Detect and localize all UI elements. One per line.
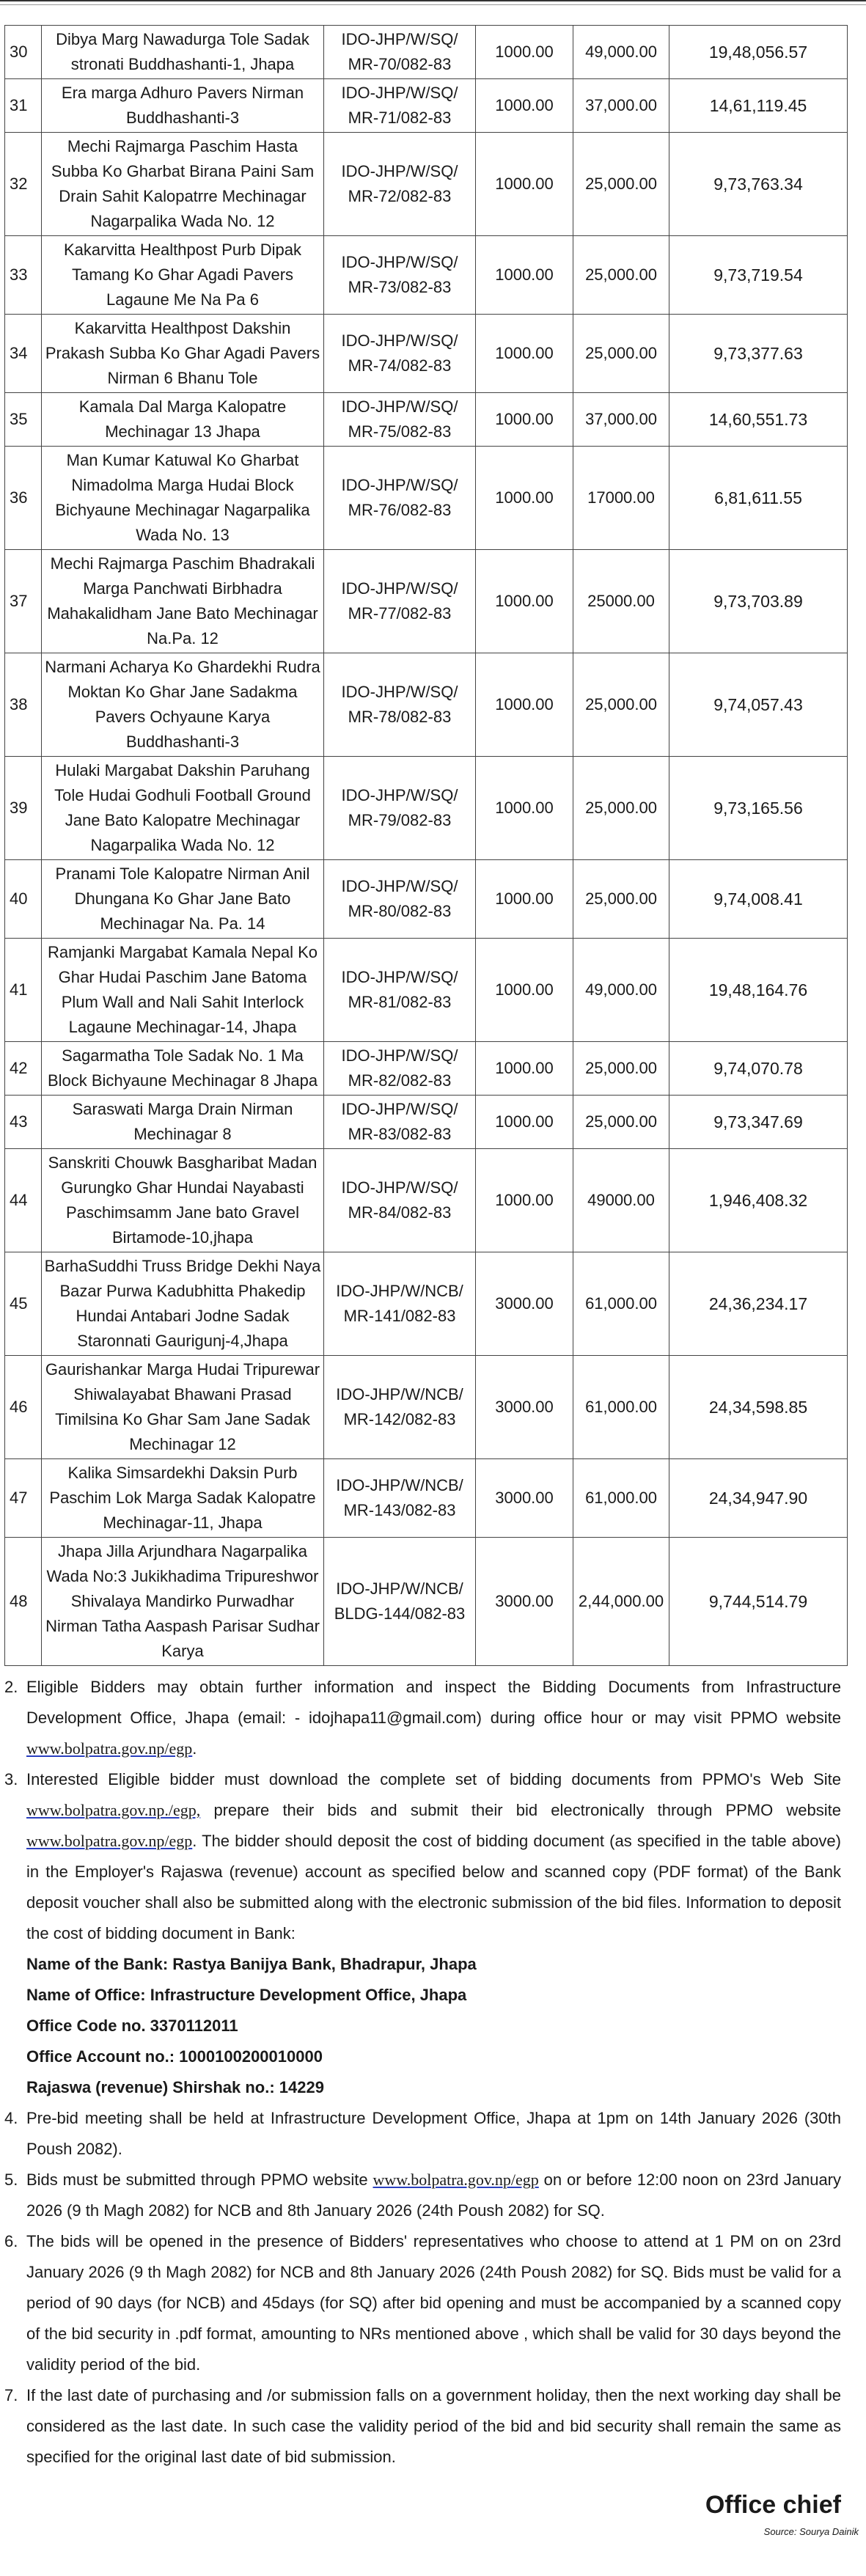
serial-number: 48 bbox=[5, 1538, 42, 1666]
source-credit: Source: Sourya Dainik bbox=[763, 2526, 859, 2537]
note-number: 5. bbox=[4, 2170, 18, 2189]
contract-id: IDO-JHP/W/SQ/ MR-78/082-83 bbox=[324, 653, 476, 757]
bolpatra-link[interactable]: www.bolpatra.gov.np/egp bbox=[373, 2170, 539, 2189]
table-row bbox=[5, 315, 848, 393]
estimated-amount: 9,744,514.79 bbox=[669, 1538, 848, 1666]
notes-list bbox=[4, 1672, 841, 2473]
table-row bbox=[5, 1356, 848, 1459]
note-2 bbox=[4, 1672, 841, 1764]
serial-number: 46 bbox=[5, 1356, 42, 1459]
bid-security: 61,000.00 bbox=[573, 1356, 669, 1459]
table-row bbox=[5, 1096, 848, 1149]
work-description: Saraswati Marga Drain Nirman Mechinagar 8 bbox=[42, 1096, 324, 1149]
bid-security: 37,000.00 bbox=[573, 393, 669, 447]
work-description: Ramjanki Margabat Kamala Nepal Ko Ghar Hudai Paschim Jane Batoma Plum Wall and Nali Sahit Interlock Lagaune Mechinagar-14, Jhapa bbox=[42, 939, 324, 1042]
contract-id: IDO-JHP/W/NCB/ MR-142/082-83 bbox=[324, 1356, 476, 1459]
bolpatra-link[interactable]: www.bolpatra.gov.np/egp bbox=[26, 1832, 193, 1850]
estimated-amount: 24,34,598.85 bbox=[669, 1356, 848, 1459]
contract-id: IDO-JHP/W/SQ/ MR-80/082-83 bbox=[324, 860, 476, 939]
document-cost: 1000.00 bbox=[476, 26, 573, 79]
office-account: Office Account no.: 1000100200010000 bbox=[26, 2047, 323, 2066]
work-description: Jhapa Jilla Arjundhara Nagarpalika Wada No:3 Jukikhadima Tripureshwor Shivalaya Mandirko Purwadhar Nirman Tatha Aaspash Parisar Sudhar Karya bbox=[42, 1538, 324, 1666]
work-description: Mechi Rajmarga Paschim Hasta Subba Ko Gharbat Birana Paini Sam Drain Sahit Kalopatrre Mechinagar Nagarpalika Wada No. 12 bbox=[42, 133, 324, 236]
office-code: Office Code no. 3370112011 bbox=[26, 2017, 238, 2035]
contract-id: IDO-JHP/W/SQ/ MR-79/082-83 bbox=[324, 757, 476, 860]
bid-security: 37,000.00 bbox=[573, 79, 669, 133]
work-description: BarhaSuddhi Truss Bridge Dekhi Naya Bazar Purwa Kadubhitta Phakedip Hundai Antabari Jodne Sadak Staronnati Gaurigunj-4,Jhapa bbox=[42, 1252, 324, 1356]
work-description: Mechi Rajmarga Paschim Bhadrakali Marga Panchwati Birbhadra Mahakalidham Jane Bato Mechinagar Na.Pa. 12 bbox=[42, 550, 324, 653]
contract-id: IDO-JHP/W/SQ/ MR-82/082-83 bbox=[324, 1042, 476, 1096]
note-text: prepare their bids and submit their bid electronically through PPMO website bbox=[200, 1801, 841, 1819]
table-row bbox=[5, 1042, 848, 1096]
bid-security: 2,44,000.00 bbox=[573, 1538, 669, 1666]
estimated-amount: 14,61,119.45 bbox=[669, 79, 848, 133]
estimated-amount: 9,73,347.69 bbox=[669, 1096, 848, 1149]
note-6 bbox=[4, 2226, 841, 2380]
serial-number: 42 bbox=[5, 1042, 42, 1096]
note-text: . bbox=[192, 1739, 197, 1758]
top-rule-thin bbox=[0, 4, 866, 5]
contract-id: IDO-JHP/W/SQ/ MR-70/082-83 bbox=[324, 26, 476, 79]
document-cost: 1000.00 bbox=[476, 133, 573, 236]
note-text: on or before 12:00 noon on 23rd January 2026 (9 th Magh 2082) for NCB and 8th January 2026 (24th Poush 2082) for SQ. bbox=[26, 2170, 842, 2220]
work-description: Sagarmatha Tole Sadak No. 1 Ma Block Bichyaune Mechinagar 8 Jhapa bbox=[42, 1042, 324, 1096]
estimated-amount: 9,74,057.43 bbox=[669, 653, 848, 757]
contract-id: IDO-JHP/W/SQ/ MR-72/082-83 bbox=[324, 133, 476, 236]
estimated-amount: 19,48,164.76 bbox=[669, 939, 848, 1042]
bid-security: 25,000.00 bbox=[573, 1096, 669, 1149]
serial-number: 32 bbox=[5, 133, 42, 236]
work-description: Sanskriti Chouwk Basgharibat Madan Gurungko Ghar Hundai Nayabasti Paschimsamm Jane bato Gravel Birtamode-10,jhapa bbox=[42, 1149, 324, 1252]
serial-number: 41 bbox=[5, 939, 42, 1042]
serial-number: 35 bbox=[5, 393, 42, 447]
document-cost: 1000.00 bbox=[476, 757, 573, 860]
bank-name: Name of the Bank: Rastya Banijya Bank, Bhadrapur, Jhapa bbox=[26, 1955, 477, 1973]
document-cost: 1000.00 bbox=[476, 1042, 573, 1096]
bid-security: 25,000.00 bbox=[573, 315, 669, 393]
document-cost: 1000.00 bbox=[476, 79, 573, 133]
work-description: Kakarvitta Healthpost Dakshin Prakash Subba Ko Ghar Agadi Pavers Nirman 6 Bhanu Tole bbox=[42, 315, 324, 393]
note-5 bbox=[4, 2165, 841, 2226]
document-cost: 3000.00 bbox=[476, 1538, 573, 1666]
contract-id: IDO-JHP/W/SQ/ MR-83/082-83 bbox=[324, 1096, 476, 1149]
contract-id: IDO-JHP/W/SQ/ MR-81/082-83 bbox=[324, 939, 476, 1042]
note-number: 2. bbox=[4, 1678, 18, 1696]
estimated-amount: 9,73,763.34 bbox=[669, 133, 848, 236]
note-3 bbox=[4, 1764, 841, 2103]
table-row bbox=[5, 653, 848, 757]
note-number: 6. bbox=[4, 2232, 18, 2250]
bolpatra-link[interactable]: www.bolpatra.gov.np/egp bbox=[26, 1739, 193, 1758]
table-row bbox=[5, 939, 848, 1042]
document-cost: 1000.00 bbox=[476, 393, 573, 447]
office-name: Name of Office: Infrastructure Development Office, Jhapa bbox=[26, 1986, 467, 2004]
note-number: 4. bbox=[4, 2109, 18, 2127]
serial-number: 37 bbox=[5, 550, 42, 653]
estimated-amount: 9,73,719.54 bbox=[669, 236, 848, 315]
serial-number: 30 bbox=[5, 26, 42, 79]
table-row bbox=[5, 236, 848, 315]
bid-security: 49,000.00 bbox=[573, 939, 669, 1042]
serial-number: 38 bbox=[5, 653, 42, 757]
table-row bbox=[5, 133, 848, 236]
table-row bbox=[5, 26, 848, 79]
serial-number: 40 bbox=[5, 860, 42, 939]
contract-id: IDO-JHP/W/SQ/ MR-76/082-83 bbox=[324, 447, 476, 550]
estimated-amount: 9,73,165.56 bbox=[669, 757, 848, 860]
bid-security: 49000.00 bbox=[573, 1149, 669, 1252]
estimated-amount: 19,48,056.57 bbox=[669, 26, 848, 79]
contract-id: IDO-JHP/W/SQ/ MR-71/082-83 bbox=[324, 79, 476, 133]
table-row bbox=[5, 1252, 848, 1356]
table-row bbox=[5, 79, 848, 133]
note-7 bbox=[4, 2380, 841, 2473]
estimated-amount: 9,74,070.78 bbox=[669, 1042, 848, 1096]
serial-number: 36 bbox=[5, 447, 42, 550]
serial-number: 34 bbox=[5, 315, 42, 393]
contract-id: IDO-JHP/W/NCB/ MR-141/082-83 bbox=[324, 1252, 476, 1356]
bid-security: 25,000.00 bbox=[573, 236, 669, 315]
serial-number: 31 bbox=[5, 79, 42, 133]
bid-security: 25000.00 bbox=[573, 550, 669, 653]
note-text: Eligible Bidders may obtain further information and inspect the Bidding Documents from Infrastructure Development Office, Jhapa (email: - idojhapa11@gmail.com) during office hour or may visit PPMO website bbox=[26, 1678, 841, 1727]
table-row bbox=[5, 860, 848, 939]
note-number: 7. bbox=[4, 2386, 18, 2404]
serial-number: 45 bbox=[5, 1252, 42, 1356]
note-text: Interested Eligible bidder must download the complete set of bidding documents from PPMO's Web Site bbox=[26, 1770, 841, 1788]
serial-number: 39 bbox=[5, 757, 42, 860]
note-number: 3. bbox=[4, 1770, 18, 1788]
document-cost: 1000.00 bbox=[476, 1096, 573, 1149]
document-cost: 1000.00 bbox=[476, 315, 573, 393]
work-description: Man Kumar Katuwal Ko Gharbat Nimadolma Marga Hudai Block Bichyaune Mechinagar Nagarpalika Wada No. 13 bbox=[42, 447, 324, 550]
estimated-amount: 24,34,947.90 bbox=[669, 1459, 848, 1538]
contract-id: IDO-JHP/W/SQ/ MR-74/082-83 bbox=[324, 315, 476, 393]
document-cost: 1000.00 bbox=[476, 1149, 573, 1252]
note-text: If the last date of purchasing and /or submission falls on a government holiday, then the next working day shall be considered as the last date. In such case the validity period of the bid and bid security shall remain the same as specified for the original last date of bid submission. bbox=[26, 2386, 841, 2466]
bid-security: 25,000.00 bbox=[573, 1042, 669, 1096]
table-row bbox=[5, 757, 848, 860]
document-cost: 1000.00 bbox=[476, 236, 573, 315]
work-description: Pranami Tole Kalopatre Nirman Anil Dhungana Ko Ghar Jane Bato Mechinagar Na. Pa. 14 bbox=[42, 860, 324, 939]
note-text: Pre-bid meeting shall be held at Infrastructure Development Office, Jhapa at 1pm on 14th January 2026 (30th Poush 2082). bbox=[26, 2109, 841, 2158]
document-cost: 1000.00 bbox=[476, 447, 573, 550]
serial-number: 44 bbox=[5, 1149, 42, 1252]
estimated-amount: 9,73,377.63 bbox=[669, 315, 848, 393]
bid-security: 49,000.00 bbox=[573, 26, 669, 79]
work-description: Era marga Adhuro Pavers Nirman Buddhashanti-3 bbox=[42, 79, 324, 133]
contract-id: IDO-JHP/W/NCB/ MR-143/082-83 bbox=[324, 1459, 476, 1538]
note-text: . The bidder should deposit the cost of bidding document (as specified in the table above) in the Employer's Rajaswa (revenue) account as specified below and scanned copy (PDF format) of the Bank deposit voucher shall also be submitted along with the electronic submission of the bid files. Information to deposit the cost of bidding document in Bank: bbox=[26, 1832, 841, 1942]
contract-id: IDO-JHP/W/SQ/ MR-75/082-83 bbox=[324, 393, 476, 447]
table-row bbox=[5, 550, 848, 653]
work-description: Kalika Simsardekhi Daksin Purb Paschim Lok Marga Sadak Kalopatre Mechinagar-11, Jhapa bbox=[42, 1459, 324, 1538]
document-cost: 1000.00 bbox=[476, 860, 573, 939]
work-description: Narmani Acharya Ko Ghardekhi Rudra Moktan Ko Ghar Jane Sadakma Pavers Ochyaune Karya Buddhashanti-3 bbox=[42, 653, 324, 757]
estimated-amount: 6,81,611.55 bbox=[669, 447, 848, 550]
top-rule bbox=[0, 0, 866, 1]
work-description: Dibya Marg Nawadurga Tole Sadak stronati Buddhashanti-1, Jhapa bbox=[42, 26, 324, 79]
work-description: Kakarvitta Healthpost Purb Dipak Tamang Ko Ghar Agadi Pavers Lagaune Me Na Pa 6 bbox=[42, 236, 324, 315]
bid-security: 25,000.00 bbox=[573, 860, 669, 939]
works-table bbox=[4, 25, 848, 1666]
bid-security: 61,000.00 bbox=[573, 1252, 669, 1356]
revenue-shirshak: Rajaswa (revenue) Shirshak no.: 14229 bbox=[26, 2078, 324, 2096]
document-cost: 1000.00 bbox=[476, 550, 573, 653]
bid-security: 25,000.00 bbox=[573, 757, 669, 860]
bid-security: 61,000.00 bbox=[573, 1459, 669, 1538]
contract-id: IDO-JHP/W/SQ/ MR-77/082-83 bbox=[324, 550, 476, 653]
contract-id: IDO-JHP/W/NCB/ BLDG-144/082-83 bbox=[324, 1538, 476, 1666]
table-row bbox=[5, 447, 848, 550]
work-description: Kamala Dal Marga Kalopatre Mechinagar 13 Jhapa bbox=[42, 393, 324, 447]
work-description: Gaurishankar Marga Hudai Tripurewar Shiwalayabat Bhawani Prasad Timilsina Ko Ghar Sam Jane Sadak Mechinagar 12 bbox=[42, 1356, 324, 1459]
serial-number: 33 bbox=[5, 236, 42, 315]
note-text: The bids will be opened in the presence of Bidders' representatives who choose to attend at 1 PM on on 23rd January 2026 (9 th Magh 2082) for NCB and 8th January 2026 (24th Poush 2082) for SQ. Bids must be valid for a period of 90 days (for NCB) and 45days (for SQ) after bid opening and must be accompanied by a scanned copy of the bid security in .pdf format, amounting to NRs mentioned above , which shall be valid for 30 days beyond the validity period of the bid. bbox=[26, 2232, 841, 2374]
work-description: Hulaki Margabat Dakshin Paruhang Tole Hudai Godhuli Football Ground Jane Bato Kalopatre Mechinagar Nagarpalika Wada No. 12 bbox=[42, 757, 324, 860]
document-cost: 1000.00 bbox=[476, 653, 573, 757]
estimated-amount: 14,60,551.73 bbox=[669, 393, 848, 447]
bid-security: 25,000.00 bbox=[573, 133, 669, 236]
table-row bbox=[5, 1149, 848, 1252]
document-cost: 3000.00 bbox=[476, 1252, 573, 1356]
bid-security: 17000.00 bbox=[573, 447, 669, 550]
contract-id: IDO-JHP/W/SQ/ MR-84/082-83 bbox=[324, 1149, 476, 1252]
contract-id: IDO-JHP/W/SQ/ MR-73/082-83 bbox=[324, 236, 476, 315]
document-cost: 3000.00 bbox=[476, 1459, 573, 1538]
table-row bbox=[5, 393, 848, 447]
note-text: Bids must be submitted through PPMO website bbox=[26, 2170, 373, 2189]
serial-number: 47 bbox=[5, 1459, 42, 1538]
signature-office-chief: Office chief bbox=[705, 2491, 841, 2519]
bolpatra-link[interactable]: www.bolpatra.gov.np./egp, bbox=[26, 1801, 201, 1819]
estimated-amount: 9,74,008.41 bbox=[669, 860, 848, 939]
serial-number: 43 bbox=[5, 1096, 42, 1149]
estimated-amount: 9,73,703.89 bbox=[669, 550, 848, 653]
note-4 bbox=[4, 2103, 841, 2165]
document-cost: 3000.00 bbox=[476, 1356, 573, 1459]
estimated-amount: 1,946,408.32 bbox=[669, 1149, 848, 1252]
table-row bbox=[5, 1459, 848, 1538]
bid-security: 25,000.00 bbox=[573, 653, 669, 757]
document-cost: 1000.00 bbox=[476, 939, 573, 1042]
estimated-amount: 24,36,234.17 bbox=[669, 1252, 848, 1356]
table-row bbox=[5, 1538, 848, 1666]
